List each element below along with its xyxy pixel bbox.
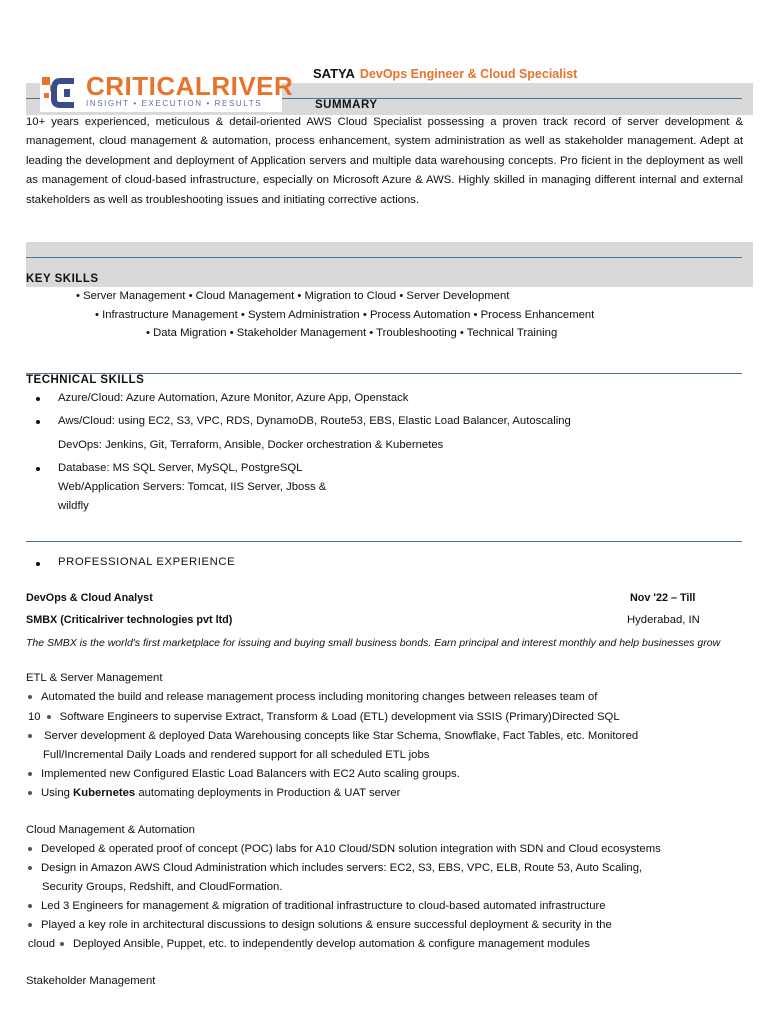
candidate-heading xyxy=(313,66,577,81)
bullet-icon xyxy=(36,420,40,424)
cloud-heading: Cloud Management & Automation xyxy=(26,824,195,836)
key-skills-line: • Data Migration • Stakeholder Management • Troubleshooting • Technical Training xyxy=(146,327,558,339)
job-location: Hyderabad, IN xyxy=(627,614,700,626)
key-skills-rule xyxy=(26,257,742,258)
company-name: SMBX (Criticalriver technologies pvt ltd) xyxy=(26,614,233,626)
tech-skill-item: DevOps: Jenkins, Git, Terraform, Ansible, Docker orchestration & Kubernetes xyxy=(58,439,444,451)
tech-skill-item: Web/Application Servers: Tomcat, IIS Server, Jboss & xyxy=(58,481,327,493)
job-dates: Nov '22 – Till xyxy=(630,592,696,604)
cloud-item: Led 3 Engineers for management & migration of traditional infrastructure to cloud-based automated infrastructure xyxy=(28,900,606,912)
bullet-icon xyxy=(28,904,32,908)
key-skills-title: KEY SKILLS xyxy=(26,273,99,285)
bullet-icon xyxy=(36,467,40,471)
key-skills-line: • Infrastructure Management • System Administration • Process Automation • Process Enhancement xyxy=(95,309,595,321)
tech-skill-item: Database: MS SQL Server, MySQL, PostgreSQL xyxy=(58,462,303,474)
bullet-icon xyxy=(60,942,64,946)
cloud-item: Design in Amazon AWS Cloud Administration which includes servers: EC2, S3, EBS, VPC, ELB, Route 53, Auto Scaling, xyxy=(28,862,642,874)
key-skills-line: • Server Management • Cloud Management • Migration to Cloud • Server Development xyxy=(76,290,510,302)
bullet-icon xyxy=(28,923,32,927)
etl-item: Using Kubernetes automating deployments in Production & UAT server xyxy=(28,787,400,799)
job-title: DevOps & Cloud Analyst xyxy=(26,592,153,604)
stakeholder-heading: Stakeholder Management xyxy=(26,975,156,987)
tech-skill-item: Azure/Cloud: Azure Automation, Azure Monitor, Azure App, Openstack xyxy=(58,392,409,404)
tech-skill-item: Aws/Cloud: using EC2, S3, VPC, RDS, DynamoDB, Route53, EBS, Elastic Load Balancer, Autoscaling xyxy=(58,415,571,427)
bullet-icon xyxy=(47,715,51,719)
technical-skills-title: TECHNICAL SKILLS xyxy=(26,374,145,386)
tech-skill-item: wildfly xyxy=(58,500,89,512)
candidate-role: DevOps Engineer & Cloud Specialist xyxy=(359,67,578,81)
logo-name: CRITICALRIVER xyxy=(86,71,294,101)
bullet-icon xyxy=(28,866,32,870)
experience-rule xyxy=(26,541,742,542)
bullet-icon xyxy=(28,847,32,851)
logo-tagline: INSIGHT • EXECUTION • RESULTS xyxy=(86,99,263,108)
cloud-item: Played a key role in architectural discussions to design solutions & ensure successful deployment & security in the xyxy=(28,919,612,931)
bullet-icon xyxy=(28,734,32,738)
bullet-icon xyxy=(28,695,32,699)
cloud-item: Security Groups, Redshift, and CloudFormation. xyxy=(42,881,283,893)
etl-item: Automated the build and release management process including monitoring changes between releases team of xyxy=(28,691,597,703)
bullet-icon xyxy=(36,397,40,401)
company-logo xyxy=(40,70,294,112)
company-description: The SMBX is the world's first marketplace for issuing and buying small business bonds. Earn principal and interest monthly and help businesses grow xyxy=(26,637,721,649)
experience-title: PROFESSIONAL EXPERIENCE xyxy=(58,556,236,568)
etl-item: Server development & deployed Data Warehousing concepts like Star Schema, Snowflake, Fact Tables, etc. Monitored xyxy=(28,730,638,742)
bullet-icon xyxy=(28,791,32,795)
etl-heading: ETL & Server Management xyxy=(26,672,163,684)
cloud-item: cloud Deployed Ansible, Puppet, etc. to independently develop automation & configure management modules xyxy=(28,938,590,950)
cloud-item: Developed & operated proof of concept (POC) labs for A10 Cloud/SDN solution integration with SDN and Cloud ecosystems xyxy=(28,843,661,855)
etl-item: Full/Incremental Daily Loads and rendered support for all scheduled ETL jobs xyxy=(43,749,430,761)
logo-mark-icon xyxy=(40,71,80,111)
etl-item: Implemented new Configured Elastic Load Balancers with EC2 Auto scaling groups. xyxy=(28,768,460,780)
candidate-name: SATYA xyxy=(313,66,355,81)
summary-title: SUMMARY xyxy=(315,99,378,111)
bullet-icon xyxy=(28,772,32,776)
bullet-icon xyxy=(36,562,40,566)
etl-item: 10 Software Engineers to supervise Extract, Transform & Load (ETL) development via SSIS (Primary)Directed SQL xyxy=(28,711,620,723)
key-skills-bar xyxy=(26,242,753,287)
summary-text: 10+ years experienced, meticulous & detail-oriented AWS Cloud Specialist possessing a proven track record of server development & management, cloud management & automation, process enhancement, system administration as well as stakeholder management. Adept at leading the development and deployment of Application servers and multiple data warehousing concepts. Pro ficient in the deployment as well as management of cloud-based infrastructure, especially on Microsoft Azure & AWS. Highly skilled in managing different internal and external stakeholders as well as troubleshooting issues and initiating corrective actions. xyxy=(26,116,743,206)
